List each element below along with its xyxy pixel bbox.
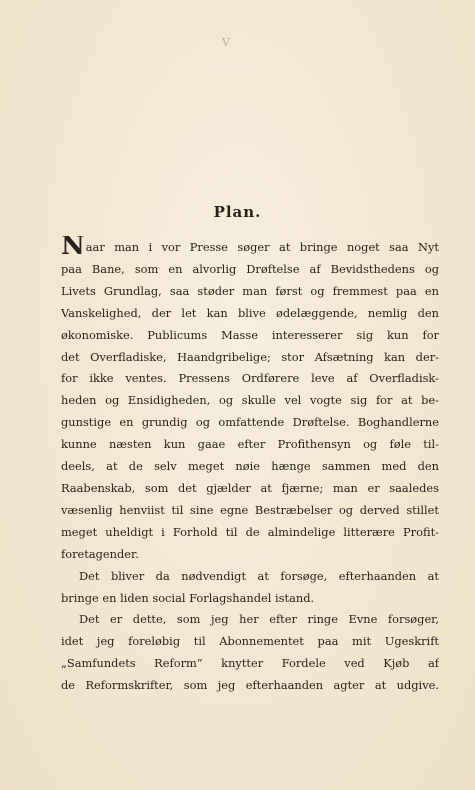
page-title: Plan. (213, 203, 262, 221)
text-line: heden og Ensidigheden, og skulle vel vogte sig for at be- (61, 393, 439, 408)
text-line: Det er dette, som jeg her efter ringe Evne forsøger, (79, 612, 439, 627)
text-line: Raabenskab, som det gjælder at fjærne; man er saaledes (61, 480, 439, 495)
text-line: bringe en liden social Forlagshandel istand. (61, 590, 315, 605)
text-line: kunne næsten kun gaae efter Profithensyn og føle til- (61, 437, 439, 452)
text-line: for ikke ventes. Pressens Ordførere leve af Overfladisk- (61, 371, 439, 386)
drop-cap: N (61, 236, 85, 259)
text-line: Livets Grundlag, saa støder man først og fremmest paa en (61, 283, 439, 298)
text-line (61, 236, 439, 259)
text-line: meget uheldigt i Forhold til de almindelige litterære Profit- (61, 524, 439, 539)
text-line: de Reformskrifter, som jeg efterhaanden agter at udgive. (61, 678, 439, 693)
body-text (61, 236, 439, 697)
text-line: Det bliver da nødvendigt at forsøge, efterhaanden at (79, 568, 439, 583)
text-line: „Samfundets Reform“ knytter Fordele ved Kjøb af (61, 656, 439, 671)
text-line-content: aar man i vor Presse søger at bringe noget saa Nyt (85, 240, 439, 254)
text-line: idet jeg foreløbig til Abonnementet paa mit Ugeskrift (61, 634, 439, 649)
text-line: deels, at de selv meget nøie hænge sammen med den (61, 459, 439, 474)
text-line: Vanskelighed, der let kan blive ødelæggende, nemlig den (61, 305, 439, 320)
page-number-mark: V (222, 36, 231, 49)
text-line: det Overfladiske, Haandgribelige; stor Afsætning kan der- (61, 349, 439, 364)
text-line: væsenlig henviist til sine egne Bestræbelser og derved stillet (61, 502, 439, 517)
text-line: paa Bane, som en alvorlig Drøftelse af Bevidsthedens og (61, 261, 439, 276)
text-line: foretagender. (61, 546, 139, 561)
text-line: økonomiske. Publicums Masse interesserer sig kun for (61, 327, 439, 342)
text-line: gunstige en grundig og omfattende Drøftelse. Boghandlerne (61, 415, 439, 430)
